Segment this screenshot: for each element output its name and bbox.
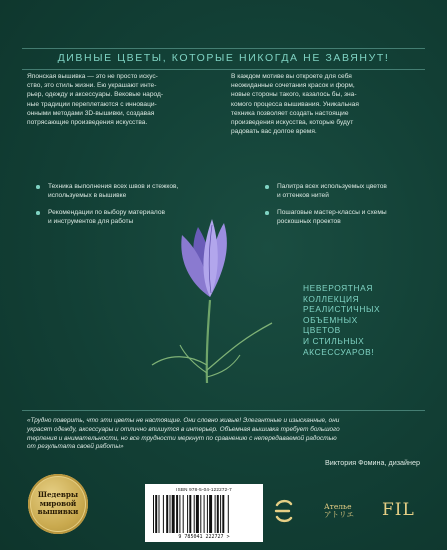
- flower-stem: [207, 300, 210, 383]
- intro-left-line: ные традиции переплетаются с инноваци-: [27, 100, 157, 108]
- intro-right-line: техника позволяет создать настоящие: [231, 109, 349, 117]
- feature-text: используемых в вышивке: [48, 192, 127, 200]
- intro-left-line: онными методами 3D-вышивки, создавая: [27, 109, 155, 117]
- atelier-logo: [324, 503, 354, 519]
- quote-line: терпения и внимательности, но все трудности меркнут по сравнению с непередаваемой радостью: [27, 434, 337, 442]
- intro-right-line: комого процесса вышивания. Уникальная: [231, 100, 359, 108]
- eksmo-logo-icon: [273, 498, 295, 524]
- promo-line: ЦВЕТОВ: [303, 325, 341, 336]
- intro-left-line: Японская вышивка — это не просто искус-: [27, 73, 158, 80]
- top-rule-2: [22, 69, 425, 70]
- crocus-illustration: [140, 205, 280, 395]
- leaf-right: [207, 323, 272, 370]
- intro-right-line: новые стороны такого, казалось бы, зна-: [231, 91, 357, 99]
- bullet-dot: [36, 185, 40, 189]
- intro-right: [231, 72, 427, 136]
- top-rule: [22, 48, 425, 49]
- bullet-dot: [265, 185, 269, 189]
- quote-line: «Трудно поверить, что эти цветы не настоящие. Они словно живые! Элегантные и изысканные, они: [27, 417, 340, 424]
- feature-text: Пошаговые мастер-классы и схемы: [277, 209, 387, 216]
- feature-text: и инструментов для работы: [48, 218, 134, 226]
- atelier-line: Ателье: [324, 502, 352, 511]
- intro-left-line: рьер, одежду и аксессуары. Вековые народ-: [27, 91, 164, 99]
- intro-right-line: произведения искусства, которые будут: [231, 119, 354, 127]
- promo-line: РЕАЛИСТИЧНЫХ: [303, 304, 381, 315]
- quote-rule: [22, 410, 425, 411]
- promo-line: НЕВЕРОЯТНАЯ: [303, 283, 373, 293]
- bullet-dot: [36, 211, 40, 215]
- feature-text: Техника выполнения всех швов и стежков,: [48, 183, 179, 190]
- seal-text: [38, 491, 79, 517]
- quote-line: украсят одежду, аксессуары и отлично впишутся в интерьер. Объемная вышивка требует большого: [27, 425, 340, 433]
- seal-line: мировой: [39, 498, 77, 508]
- tagline: ДИВНЫЕ ЦВЕТЫ, КОТОРЫЕ НИКОГДА НЕ ЗАВЯНУТ!: [57, 52, 390, 64]
- intro-left: [27, 72, 209, 127]
- feature-item: [265, 208, 427, 226]
- seal-line: Шедевры: [37, 490, 79, 500]
- quote-author: Виктория Фомина, дизайнер: [324, 458, 420, 467]
- fil-logo: FIL: [382, 500, 415, 520]
- testimonial-quote: [27, 417, 420, 452]
- leaf-left: [152, 357, 207, 365]
- intro-left-line: ство, это стиль жизни. Ею украшают инте-: [27, 82, 157, 90]
- barcode-box: [145, 484, 263, 542]
- promo-line: АКСЕССУАРОВ!: [303, 346, 375, 357]
- seal-line: вышивки: [37, 507, 79, 517]
- quote-line: от результата своей работы»: [27, 443, 124, 451]
- intro-left-line: потрясающие произведения искусства.: [27, 119, 148, 127]
- barcode-digits: 9 785041 222727 >: [178, 534, 230, 540]
- intro-right-line: В каждом мотиве вы откроете для себя: [231, 73, 352, 80]
- feature-item: [265, 182, 427, 200]
- atelier-line: アトリエ: [324, 510, 354, 519]
- promo-text: [303, 283, 423, 357]
- feature-item: [36, 182, 198, 200]
- feature-text: и оттенков нитей: [277, 192, 329, 200]
- intro-right-line: радовать вас долгое время.: [231, 128, 317, 136]
- intro-right-line: неожиданные сочетания красок и форм,: [231, 82, 355, 90]
- isbn-text: ISBN 978-5-04-122272-7: [176, 487, 232, 492]
- barcode-icon: [153, 495, 255, 533]
- feature-text: Палитра всех используемых цветов: [277, 183, 387, 190]
- series-seal: [28, 474, 88, 534]
- feature-text: Рекомендации по выбору материалов: [48, 209, 165, 216]
- feature-text: роскошных проектов: [277, 218, 341, 226]
- promo-line: КОЛЛЕКЦИЯ: [303, 293, 360, 304]
- promo-line: И СТИЛЬНЫХ: [303, 335, 365, 346]
- promo-line: ОБЪЕМНЫХ: [303, 314, 358, 325]
